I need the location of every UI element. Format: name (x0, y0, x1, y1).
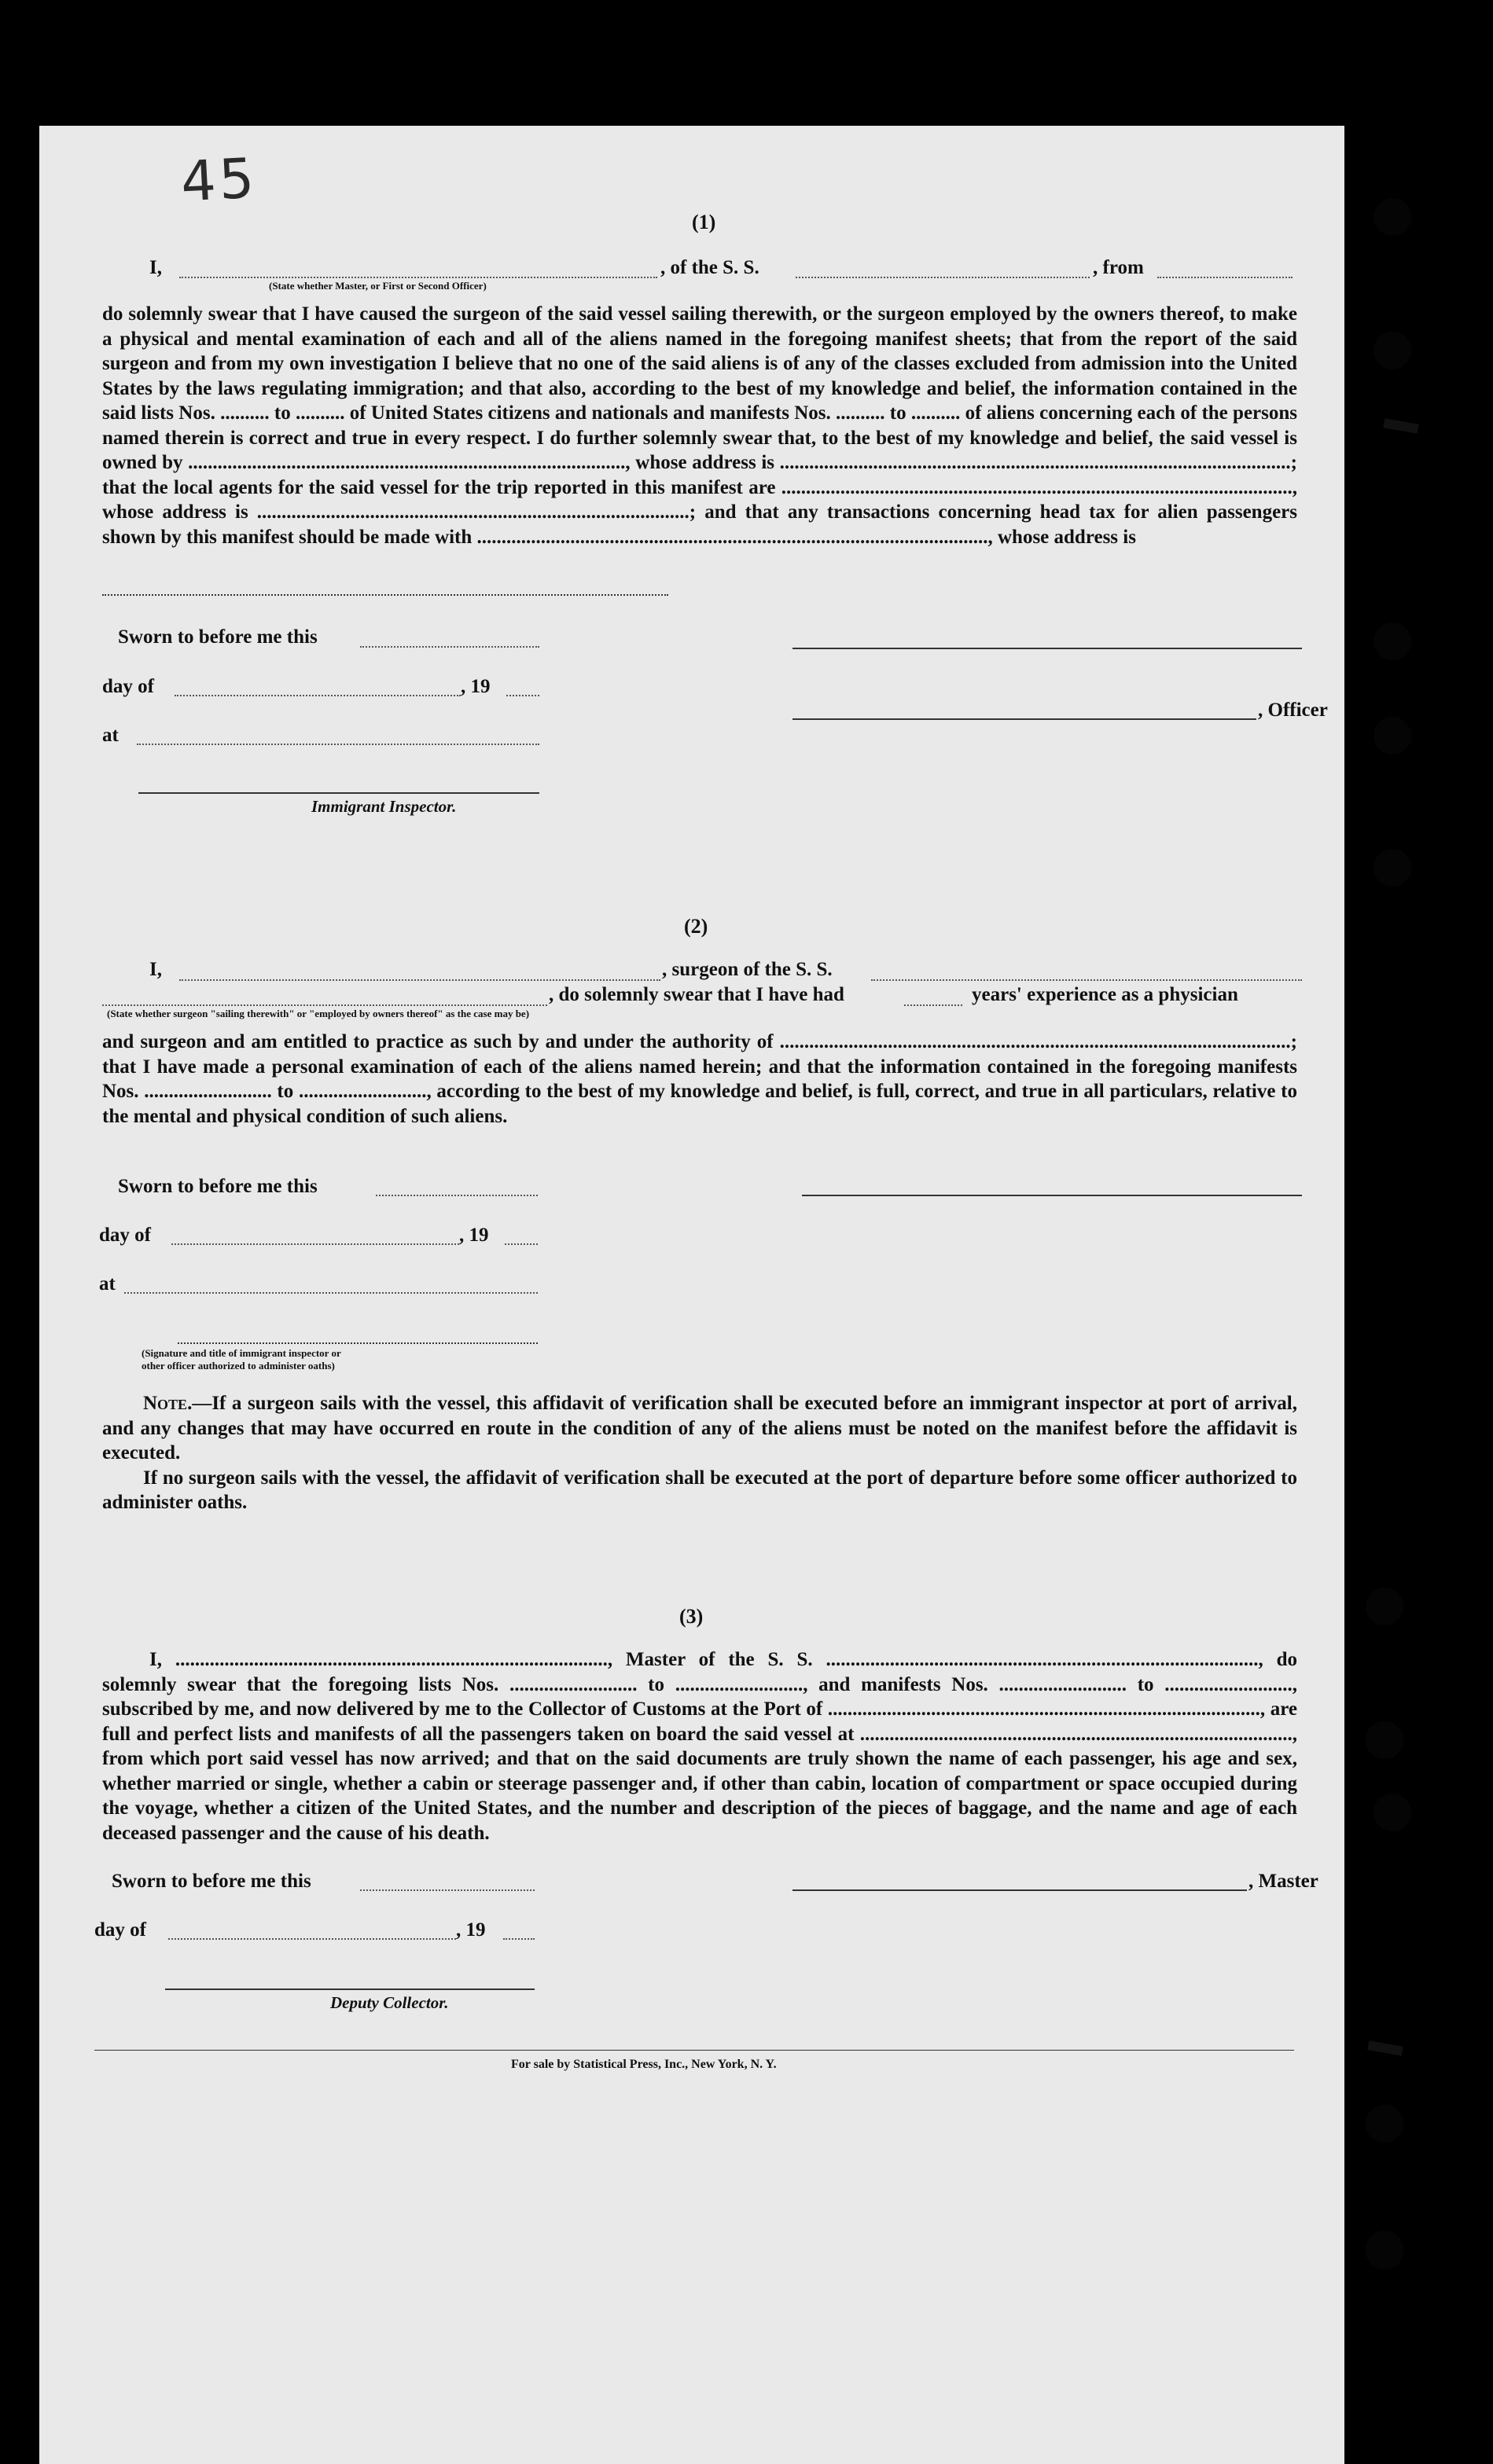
manifest-page (39, 126, 1344, 2464)
s2-at-label: at (99, 1273, 116, 1294)
s3-day-of-label: day of (94, 1919, 146, 1941)
s1-year-label: , 19 (461, 676, 491, 697)
punch-hole-3 (1373, 622, 1411, 660)
binding-mark-1 (1383, 418, 1418, 433)
punch-hole-9 (1366, 2105, 1403, 2143)
footer-printer: For sale by Statistical Press, Inc., New York, N. Y. (511, 2058, 777, 2071)
s1-inspector-label: Immigrant Inspector. (311, 797, 457, 816)
s3-day-field (168, 1938, 456, 1940)
s3-year-label: , 19 (456, 1919, 486, 1941)
s1-year-field (506, 695, 539, 696)
s2-day-of-label: day of (99, 1225, 151, 1246)
s2-status-field (102, 1004, 547, 1006)
punch-hole-8 (1373, 1794, 1411, 1831)
s2-note-2: If no surgeon sails with the vessel, the affidavit of verification shall be executed at the port of departure before some officer authorized to administer oaths. (102, 1467, 1297, 1513)
s2-surgeon-name-field (179, 979, 660, 981)
s3-collector-line (165, 1988, 535, 1990)
s2-signature-note-2: other officer authorized to administer oaths) (142, 1360, 335, 1372)
s1-vessel-name-field (796, 277, 1090, 278)
s3-master-label: , Master (1248, 1871, 1318, 1892)
s2-sworn-date-field (376, 1195, 538, 1196)
s1-at-field (137, 744, 539, 745)
s1-inspector-line (138, 792, 539, 794)
s2-year-label: , 19 (459, 1225, 489, 1246)
punch-hole-1 (1373, 198, 1411, 236)
s2-years-field (904, 1004, 962, 1006)
punch-hole-11 (1366, 2231, 1403, 2268)
s2-vessel-field (871, 979, 1302, 981)
s3-year-field (503, 1938, 535, 1940)
s1-sworn-label: Sworn to before me this (118, 626, 318, 648)
punch-hole-5 (1373, 849, 1411, 887)
s3-oath-body: I, ........................................................................................, Master of the S. S. ........................................................................................, do solemnly swear that the foregoing lists Nos. .......................... to .........................., and manifests Nos. .......................... to .........................., subscribed by me, and now delivered by me to the Collector of Customs at the Port of ........................................................................................, are full and perfect lists and manifests of all the passengers taken on board the said vessel at ........................................................................................, from which port said vessel has now arrived; and that on the said documents are truly shown the name of each passenger, his age and sex, whether married or single, whether a cabin or steerage passenger and, if other than cabin, location of compartment or space occupied during the voyage, whether a citizen of the United States, and the number and description of the pieces of baggage, and the name and age of each deceased passenger and the cause of his death. (102, 1649, 1297, 1844)
s2-note (102, 1391, 1297, 1515)
s1-from-label: , from (1093, 257, 1144, 278)
s3-master-signature-line (792, 1889, 1247, 1891)
s2-witness-line (178, 1342, 538, 1344)
s1-officer-name-field (179, 277, 657, 278)
punch-hole-7 (1366, 1721, 1403, 1759)
s2-at-field (124, 1292, 538, 1294)
punch-hole-4 (1373, 717, 1411, 755)
s3-collector-label: Deputy Collector. (330, 1993, 449, 2012)
s2-note-body: —If a surgeon sails with the vessel, this affidavit of verification shall be executed before an immigrant inspector at port of arrival, and any changes that may have occurred en route in the condition of any of the aliens must be noted on the manifest before the affidavit is executed. (102, 1393, 1297, 1463)
s1-master-note: (State whether Master, or First or Second Officer) (269, 280, 487, 292)
s1-address-continuation-line (102, 594, 668, 596)
s1-day-field (175, 695, 461, 696)
section-2-number: (2) (684, 915, 708, 938)
s3-sworn-label: Sworn to before me this (112, 1871, 311, 1892)
s2-note-label: Note. (143, 1393, 193, 1414)
section-3-number: (3) (679, 1605, 704, 1628)
s1-sworn-date-field (360, 646, 539, 648)
handwritten-number: 45 (178, 145, 259, 215)
s2-signature-line (802, 1195, 1302, 1196)
s2-swear-label: , do solemnly swear that I have had (549, 984, 844, 1005)
s2-years-label: years' experience as a physician (972, 984, 1238, 1005)
s2-i-label: I, (149, 959, 162, 980)
s2-oath-body: and surgeon and am entitled to practice as such by and under the authority of ........................................................................................................; that I have made a personal examination of each of the aliens named herein; and that the information contained in the foregoing manifests Nos. .......................... to .........................., according to the best of my knowledge and belief, is full, correct, and true in all particulars, relative to the mental and physical condition of such aliens. (102, 1031, 1297, 1127)
s1-signature-line (792, 648, 1302, 649)
s2-surgeon-note: (State whether surgeon "sailing therewith" or "employed by owners thereof" as the case may be) (107, 1008, 530, 1019)
section-1-number: (1) (692, 211, 716, 233)
punch-hole-2 (1373, 332, 1411, 369)
s2-sworn-label: Sworn to before me this (118, 1176, 318, 1197)
punch-hole-6 (1366, 1588, 1403, 1625)
s1-i-label: I, (149, 257, 162, 278)
s1-of-ss-label: , of the S. S. (660, 257, 759, 278)
s1-day-of-label: day of (102, 676, 154, 697)
s2-signature-note-1: (Signature and title of immigrant inspector or (142, 1347, 341, 1359)
s1-at-label: at (102, 725, 119, 746)
s1-oath-body: do solemnly swear that I have caused the surgeon of the said vessel sailing therewith, or the surgeon employed by the owners thereof, to make a physical and mental examination of each and all of the aliens named in the foregoing manifest sheets; that from the report of the said surgeon and from my own investigation I believe that no one of the said aliens is of any of the classes excluded from admission into the United States by the laws regulating immigration; and that also, according to the best of my knowledge and belief, the information contained in the said lists Nos. .......... to .......... of United States citizens and nationals and manifests Nos. .......... to .......... of aliens concerning each of the persons named therein is correct and true in every respect. I do further solemnly swear that, to the best of my knowledge and belief, the said vessel is owned by ........................................................................................., whose address is ........................................................................................................; that the local agents for the said vessel for the trip reported in this manifest are ........................................................................................................, whose address is ........................................................................................; and that any transactions concerning head tax for alien passengers shown by this manifest should be made with ........................................................................................................, whose address is (102, 303, 1297, 548)
s2-surgeon-of-label: , surgeon of the S. S. (662, 959, 833, 980)
binding-mark-2 (1367, 2040, 1403, 2055)
footer-rule (94, 2050, 1294, 2051)
s2-day-field (171, 1243, 459, 1245)
s1-officer-line (792, 718, 1256, 720)
s1-from-field (1157, 277, 1293, 278)
s2-year-field (505, 1243, 538, 1245)
s3-sworn-date-field (360, 1889, 535, 1891)
s1-officer-label: , Officer (1258, 700, 1328, 721)
